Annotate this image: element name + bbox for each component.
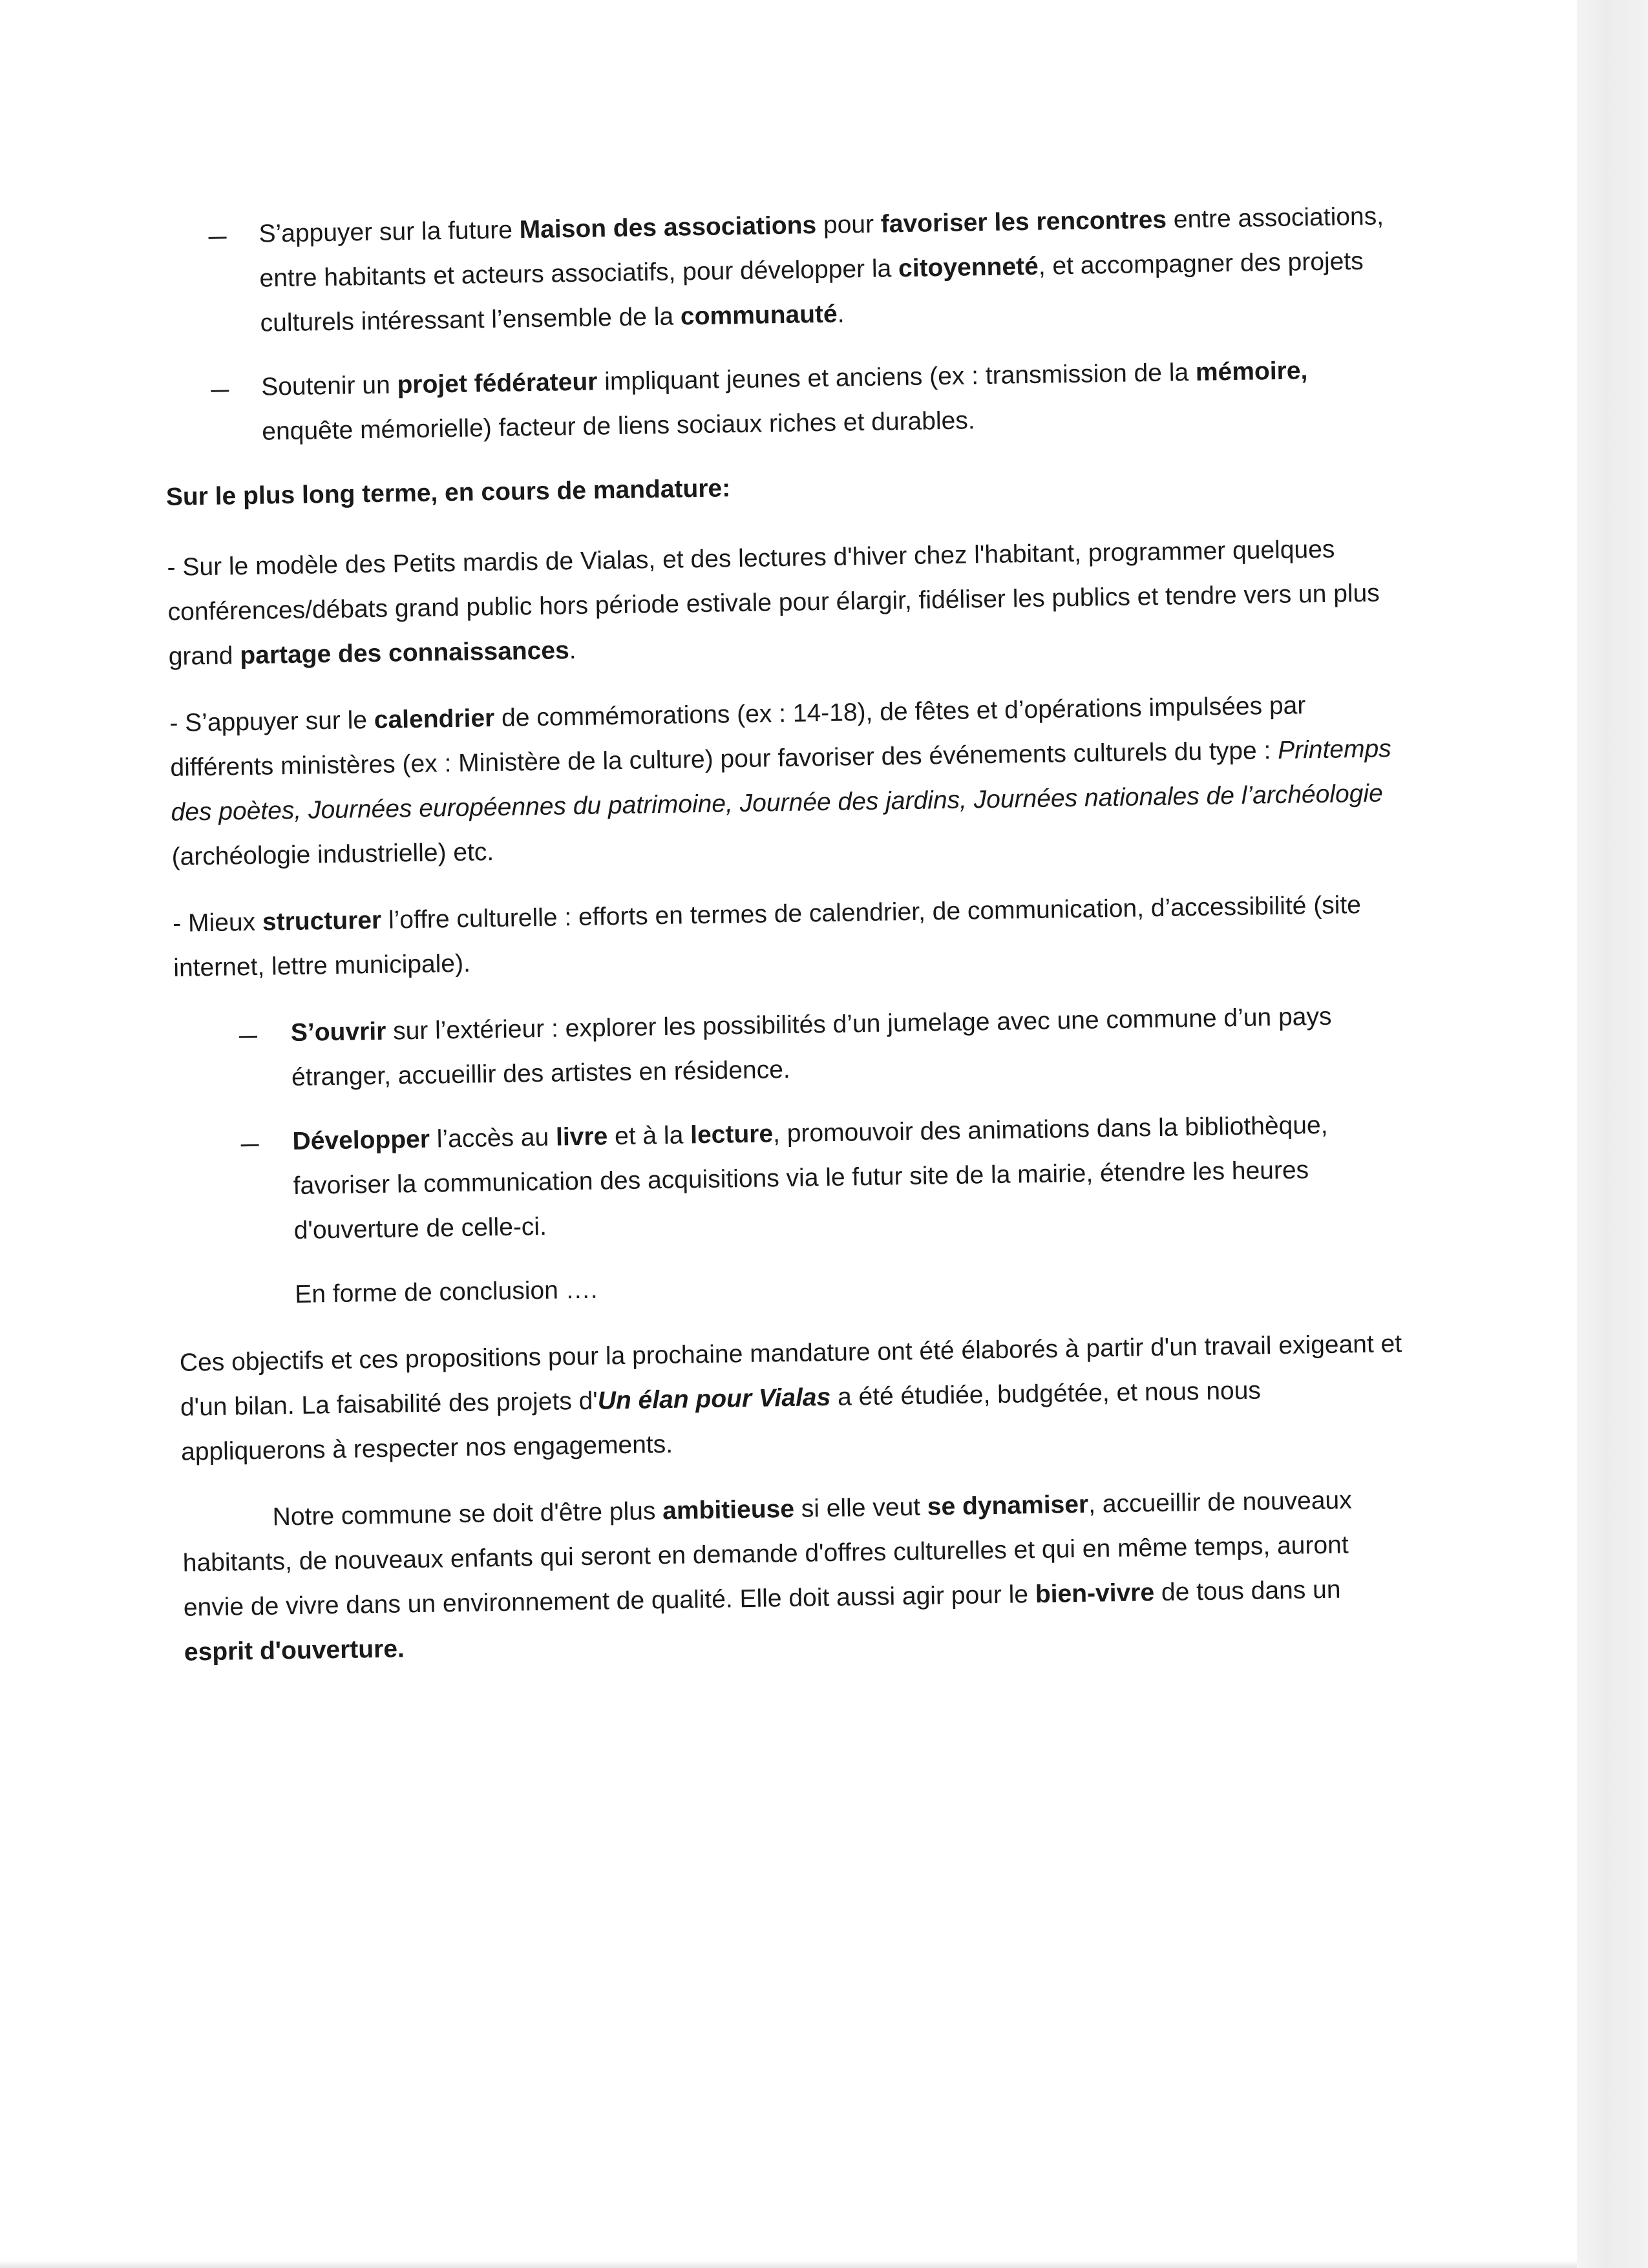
emphasis-run: livre [555,1122,608,1151]
bullet-text [261,357,1308,445]
bullet-item [164,347,1393,456]
scan-edge-right [1577,0,1648,2268]
bullet-text [291,1003,1332,1091]
document-body [162,194,1413,1697]
paragraph [167,526,1397,679]
emphasis-run: partage des connaissances [240,636,570,670]
emphasis-run: favoriser les rencontres [880,205,1167,238]
emphasis-run: se dynamiser [927,1490,1089,1521]
bullet-item [176,1102,1406,1255]
text-run: si elle veut [794,1493,928,1523]
bullet-text [292,1111,1328,1244]
text-run: l’offre culturelle : efforts en termes de calendrier, de communication, d’accessibilité (site internet, lettre municipale). [173,890,1362,982]
text-run: de tous dans un [1154,1575,1341,1607]
emphasis-run: calendrier [374,704,495,734]
text-run: . [837,300,845,328]
text-run: , et accompagner des projets culturels intéressant l’ensemble de la [260,247,1364,337]
text-run: et à la [607,1121,691,1151]
text-run: - Sur le modèle des Petits mardis de Vialas, et des lectures d'hiver chez l'habitant, programmer quelques conférences/débats grand public hors période estivale pour élargir, fidéliser les publics et tendre vers un plus grand [167,535,1380,671]
emphasis-run: structurer [262,906,382,936]
emphasis-run: lecture [690,1120,774,1150]
emphasis-run: communauté [680,300,838,331]
text-run: Soutenir un [260,371,397,401]
paragraph [182,1477,1412,1675]
emphasis-run: mémoire, [1195,357,1308,386]
emphasis-run: Développer [292,1125,430,1155]
emphasis-run: Maison des associations [519,211,817,244]
text-run: de commémorations (ex : 14-18), de fêtes et d’opérations impulsées par différents ministères (ex : Ministère de la culture) pour favoriser des événements culturels du type : [170,691,1306,782]
bullet-text [259,202,1384,337]
text-run: Ces objectifs et ces propositions pour la prochaine mandature ont été élaborés à partir d'un travail exigeant et d'un bilan. La faisabilité des projets d' [179,1330,1402,1422]
text-run: l’accès au [429,1123,556,1153]
conclusion-label: En forme de conclusion …. [294,1276,598,1308]
text-run: (archéologie industrielle) etc. [171,838,494,871]
top-bullet-list [162,194,1393,456]
emphasis-run: esprit d'ouverture. [184,1635,405,1666]
emphasis-run: bien-vivre [1035,1579,1155,1609]
text-run: S’appuyer sur la future [259,216,520,248]
emphasis-run: Un élan pour Vialas [597,1383,831,1415]
text-run: enquête mémorielle) facteur de liens sociaux riches et durables. [261,406,975,446]
paragraph-indent [182,1526,273,1527]
emphasis-run: projet fédérateur [397,368,598,399]
emphasis-run: S’ouvrir [290,1017,386,1047]
text-run: a été étudiée, budgétée, et nous nous appliquerons à respecter nos engagements. [180,1376,1262,1466]
text-run: , promouvoir des animations dans la bibliothèque, favoriser la communication des acquisitions via le futur site de la mairie, étendre les heures d'ouverture de celle-ci. [293,1111,1328,1244]
emphasis-run: Printemps des poètes, Journées européennes du patrimoine, Journée des jardins, Journées nationales de l’archéologie [171,735,1392,826]
dash-bullet-icon [208,212,234,213]
dash-bullet-icon [238,1011,264,1012]
text-run: - Mieux [172,908,263,938]
paragraph [169,682,1400,879]
emphasis-run: citoyenneté [898,252,1039,283]
bullet-item [174,993,1403,1102]
dash-bullet-icon [211,365,237,366]
sub-bullet-list [174,993,1406,1255]
section-heading: Sur le plus long terme, en cours de mandature: [165,474,731,511]
scan-edge-bottom [0,2260,1577,2268]
text-run: sur l’extérieur : explorer les possibilités d’un jumelage avec une commune d’un pays étranger, accueillir des artistes en résidence. [291,1002,1332,1092]
mid-paragraphs [167,526,1402,991]
text-run: entre associations, entre habitants et acteurs associatifs, pour développer la [259,202,1384,293]
bullet-item [162,194,1391,347]
paragraph [173,882,1402,991]
emphasis-run: ambitieuse [662,1495,795,1526]
text-run: impliquant jeunes et anciens (ex : transmission de la [597,358,1196,396]
text-run: Notre commune se doit d'être plus [272,1497,663,1531]
text-run: - S’appuyer sur le [169,706,375,737]
paragraph [179,1321,1409,1475]
text-run: pour [816,210,882,240]
text-run: , accueillir de nouveaux habitants, de nouveaux enfants qui seront en demande d'offres culturelles et qui en même temps, auront envie de vivre dans un environnement de qualité. Elle doit aussi agir pour le [182,1486,1353,1622]
closing-paragraphs [179,1321,1412,1675]
text-run: . [569,636,576,665]
